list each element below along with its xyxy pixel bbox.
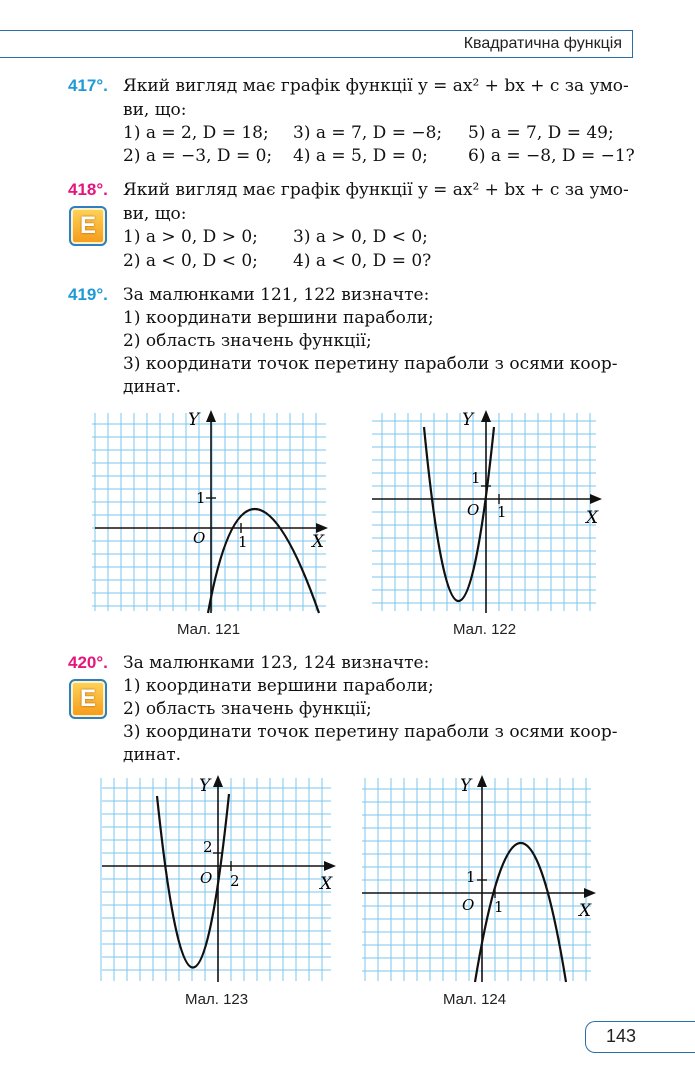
x-axis-arrow	[590, 494, 602, 504]
origin-label: O	[193, 529, 206, 547]
exercise-text: Який вигляд має графік функції y = ax² + bx + c за умо-	[123, 76, 629, 96]
exercise-number: 418°.	[68, 180, 108, 199]
task-item: 2) область значень функції;	[123, 699, 372, 719]
page-number: 143	[606, 1026, 637, 1046]
condition: 4) a = 5, D = 0;	[293, 146, 428, 166]
figure-caption: Мал. 121	[177, 621, 241, 638]
x-tick-label: 1	[238, 533, 248, 551]
exercise-number: 417°.	[68, 76, 108, 95]
page-number-box	[585, 1021, 695, 1053]
exercise-number: 420°.	[68, 653, 108, 672]
y-axis-arrow	[477, 775, 487, 787]
task-item: 1) координати вершини параболи;	[123, 676, 434, 696]
y-axis-arrow	[481, 410, 491, 422]
y-tick-label: 2	[203, 838, 213, 856]
condition: 5) a = 7, D = 49;	[468, 123, 614, 143]
y-axis-arrow	[213, 775, 223, 787]
figure-caption: Мал. 124	[443, 991, 507, 1008]
grid	[101, 778, 331, 981]
exercise-text: За малюнками 123, 124 визначте:	[123, 653, 430, 673]
y-tick-label: 1	[471, 469, 481, 487]
condition: 1) a = 2, D = 18;	[123, 123, 269, 143]
exercise-text: Який вигляд має графік функції y = ax² + bx + c за умо-	[123, 180, 629, 200]
x-tick-label: 1	[497, 503, 507, 521]
x-axis-label: X	[586, 508, 599, 528]
y-axis-label: Y	[199, 776, 211, 796]
y-axis-arrow	[206, 410, 216, 422]
grid	[92, 413, 326, 611]
origin-label: O	[467, 501, 480, 519]
grid	[362, 778, 591, 981]
origin-label: O	[462, 896, 475, 914]
exercise-number: 419°.	[68, 285, 108, 304]
task-item: динат.	[123, 377, 182, 397]
exercise-text: ви, що:	[123, 100, 187, 120]
x-axis-label: X	[579, 901, 592, 921]
x-tick-label: 2	[230, 872, 240, 890]
task-item: 2) область значень функції;	[123, 331, 372, 351]
task-item: 1) координати вершини параболи;	[123, 308, 434, 328]
y-axis-label: Y	[462, 410, 474, 430]
exercise-text: За малюнками 121, 122 визначте:	[123, 285, 430, 305]
condition: 2) a = −3, D = 0;	[123, 146, 273, 166]
x-tick-label: 1	[494, 898, 504, 916]
x-axis-arrow	[324, 861, 336, 871]
y-axis-label: Y	[460, 776, 472, 796]
y-tick-label: 1	[466, 868, 476, 886]
header-title: Квадратична функція	[463, 35, 622, 52]
figure-122-graph	[370, 405, 610, 615]
condition: 1) a > 0, D > 0;	[123, 227, 258, 247]
figure-124-graph	[360, 770, 605, 985]
task-item: динат.	[123, 745, 182, 765]
y-tick-label: 1	[196, 489, 206, 507]
exercise-text: ви, що:	[123, 204, 187, 224]
x-axis-label: X	[312, 532, 325, 552]
figure-123-graph	[100, 770, 345, 985]
x-axis-arrow	[584, 888, 596, 898]
origin-label: O	[200, 869, 213, 887]
condition: 3) a = 7, D = −8;	[293, 123, 443, 143]
condition: 4) a < 0, D = 0?	[293, 251, 432, 271]
figure-caption: Мал. 122	[453, 621, 517, 638]
e-badge-icon: Е	[69, 679, 107, 719]
running-header	[0, 30, 633, 58]
condition: 6) a = −8, D = −1?	[468, 146, 635, 166]
figure-caption: Мал. 123	[185, 991, 249, 1008]
e-badge-icon: Е	[69, 206, 107, 246]
task-item: 3) координати точок перетину параболи з осями коор-	[123, 722, 618, 742]
condition: 2) a < 0, D < 0;	[123, 251, 258, 271]
figure-121-graph	[90, 405, 340, 615]
x-axis-label: X	[320, 874, 333, 894]
task-item: 3) координати точок перетину параболи з осями коор-	[123, 354, 618, 374]
condition: 3) a > 0, D < 0;	[293, 227, 428, 247]
y-axis-label: Y	[188, 410, 200, 430]
